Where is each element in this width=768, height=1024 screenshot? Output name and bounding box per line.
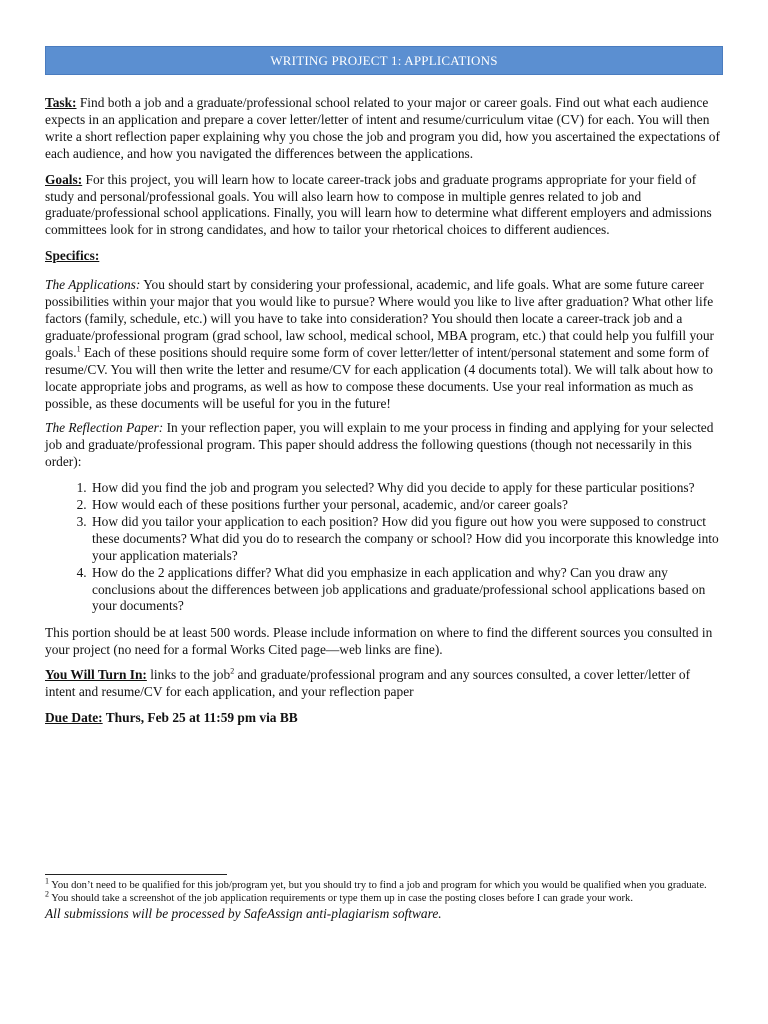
- due-date-text: Thurs, Feb 25 at 11:59 pm via BB: [102, 710, 298, 725]
- list-item: 1. How did you find the job and program you selected? Why did you decide to apply for these particular positions?: [90, 480, 723, 497]
- due-date-label: Due Date:: [45, 710, 103, 725]
- page-title-banner: [45, 46, 723, 75]
- footnote-1: [45, 876, 723, 893]
- footnote-text: You don’t need to be qualified for this job/program yet, but you should try to find a job and program for which you would be qualified when you graduate.: [49, 880, 707, 891]
- turn-in-label: You Will Turn In:: [45, 667, 147, 683]
- specifics-heading: [45, 248, 723, 265]
- footnotes-section: [45, 874, 723, 922]
- goals-paragraph: [45, 172, 723, 240]
- footnote-divider: [45, 874, 227, 875]
- applications-paragraph: [45, 277, 723, 412]
- turn-in-paragraph: [45, 667, 723, 701]
- footnote-text: You should take a screenshot of the job application requirements or type them up in case the posting closes before I can grade your work.: [49, 892, 633, 904]
- reflection-text: In your reflection paper, you will explain to me your process in finding and applying for your selected job and graduate/professional program. This paper should address the following questions (though not necessarily in this order):: [45, 420, 714, 470]
- list-item: 3. How did you tailor your application to each position? How did you figure out how you were supposed to construct these documents? What did you do to research the company or school? How did you incorporate this knowledge into your application materials?: [90, 514, 723, 565]
- list-item: 4. How do the 2 applications differ? What did you emphasize in each application and why? Can you draw any conclusions about the differences between job applications and graduate/professional school applications based on your documents?: [90, 565, 723, 616]
- footnote-ref-2: 2: [230, 666, 235, 676]
- reflection-paragraph: [45, 420, 723, 471]
- footnote-number: 2: [45, 888, 49, 898]
- due-date-paragraph: [45, 710, 723, 727]
- footnote-2: [45, 888, 723, 906]
- plagiarism-notice: All submissions will be processed by SafeAssign anti-plagiarism software.: [45, 906, 442, 921]
- applications-text-a: You should start by considering your professional, academic, and life goals. What are some future career possibilities within your major that you would like to pursue? Where would you like to live after graduation? What other life factors (family, schedule, etc.) will you have to take into consideration? You should then locate a career-track job and a graduate/professional program (grad school, law school, medical school, MBA program, etc.) that could help you fulfill your goals.: [45, 277, 714, 360]
- task-label: Task:: [45, 95, 77, 110]
- turn-in-text-a: links to the job: [146, 667, 231, 683]
- portion-paragraph: This portion should be at least 500 words. Please include information on where to find the different sources you consulted in your project (no need for a formal Works Cited page—web links are fine).: [45, 625, 713, 658]
- task-paragraph: [45, 95, 723, 163]
- footnote-number: 1: [45, 876, 49, 886]
- specifics-label: Specifics:: [45, 248, 100, 264]
- page-title: WRITING PROJECT 1: APPLICATIONS: [270, 53, 498, 68]
- turn-in-text-b: and graduate/professional program and any sources consulted, a cover letter/letter of intent and resume/CV for each application, and your reflection paper: [45, 667, 691, 700]
- list-item: 2. How would each of these positions further your personal, academic, and/or career goals?: [90, 497, 723, 514]
- applications-label: The Applications:: [45, 277, 141, 293]
- task-text: Find both a job and a graduate/professional school related to your major or career goals. Find out what each audience expects in an application and prepare a cover letter/letter of intent and resume/curriculum vitae (CV) for each. You will then write a short reflection paper explaining why you chose the job and program you did, how you ascertained the expectations of each audience, and how you navigated the differences between the applications.: [45, 95, 720, 161]
- applications-text-b: Each of these positions should require some form of cover letter/letter of intent/personal statement and some form of resume/CV. You will then write the letter and resume/CV for each application (4 documents total). We will talk about how to locate appropriate jobs and programs, as well as how to compose these documents. Use your real information as much as possible, as these documents will be useful for you in the future!: [45, 344, 713, 411]
- document-body: [45, 46, 723, 727]
- reflection-label: The Reflection Paper:: [45, 420, 164, 436]
- goals-label: Goals:: [45, 171, 83, 187]
- reflection-questions-list: [45, 480, 723, 615]
- goals-text: For this project, you will learn how to locate career-track jobs and graduate programs appropriate for your field of study and personal/professional goals. You will also learn how to compose in multiple genres related to job and graduate/professional school applications. Finally, you will learn how to determine what different employers and admissions committees look for in strong candidates, and how to tailor your rhetorical choices to different audiences.: [45, 171, 712, 238]
- footnote-ref-1: 1: [76, 344, 81, 354]
